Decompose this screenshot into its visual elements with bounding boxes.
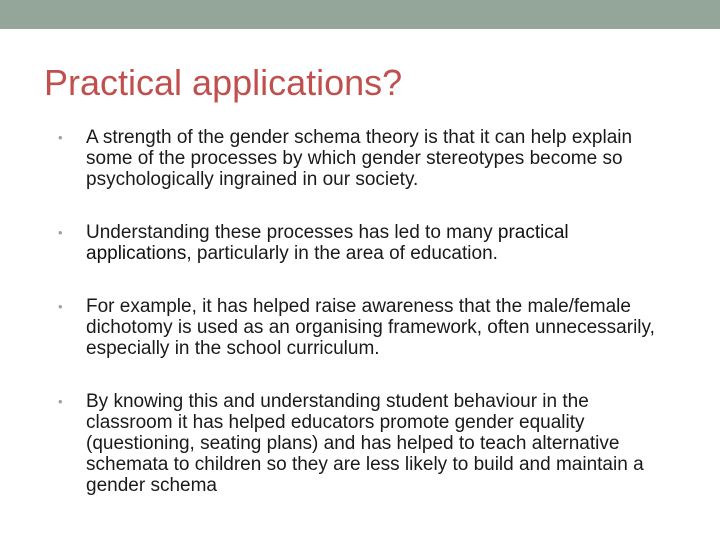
bullet-dot-icon: •: [58, 299, 63, 314]
slide-top-accent-bar: [0, 0, 720, 29]
bullet-item: [58, 391, 678, 496]
bullet-text: For example, it has helped raise awareness that the male/female dichotomy is used as an organising framework, often unnecessarily, especially in the school curriculum.: [86, 296, 655, 359]
highlighted-phrase: practical applications: [86, 222, 569, 264]
slide-title: Practical applications?: [44, 62, 403, 103]
bullet-dot-icon: •: [58, 130, 63, 145]
bullet-text: A strength of the gender schema theory is that it can help explain some of the processes by which gender stereotypes become so psychologically ingrained in our society.: [86, 127, 633, 190]
bullet-item: [58, 296, 678, 359]
bullet-list: [58, 127, 678, 496]
bullet-dot-icon: •: [58, 394, 63, 409]
bullet-item: [58, 222, 678, 264]
bullet-dot-icon: •: [58, 225, 63, 240]
bullet-text: By knowing this and understanding student behaviour in the classroom it has helped educators promote gender equality (questioning, seating plans) and has helped to teach alternative schemata to children so they are less likely to build and maintain a gender schema: [86, 391, 644, 496]
bullet-text: Understanding these processes has led to many practical applications, particularly in the area of education.: [86, 222, 569, 264]
bullet-item: [58, 127, 678, 190]
